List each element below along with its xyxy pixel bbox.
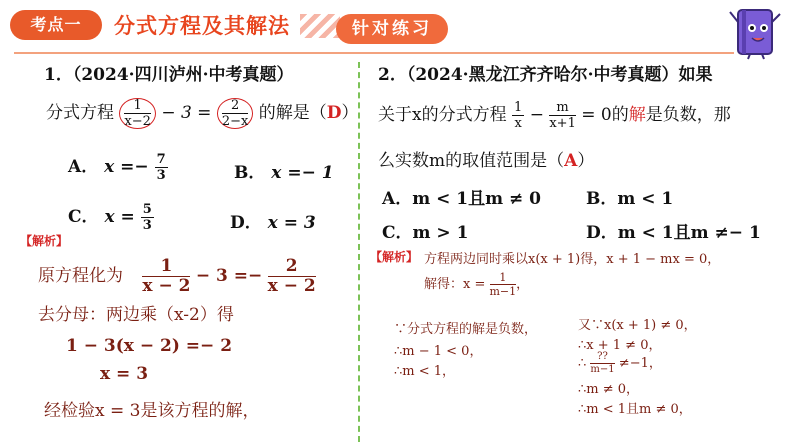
q2-left-line3: ∴m < 1， (394, 364, 456, 379)
q1-step1 (38, 258, 316, 295)
q1-option-c-den: 3 (142, 218, 152, 233)
q1-frac1 (119, 98, 156, 129)
q2-line3-text: 么实数m的取值范围是（ (378, 151, 565, 171)
q2-r3-suffix: ≠−1， (618, 356, 662, 371)
q2-frac-b-den: x+1 (549, 116, 576, 131)
q1-stem-suffix: 的解是（ (258, 103, 327, 123)
q2-r3-den: m−1 (590, 364, 615, 375)
q2-minus: − (529, 105, 544, 125)
q2-a2-den: m−1 (489, 285, 517, 298)
decorative-stripe (300, 14, 340, 38)
q2-analysis-line1: 方程两边同时乘以x(x + 1)得，x + 1 − mx = 0， (424, 252, 721, 267)
q1-step1-text: 原方程化为 (38, 266, 123, 286)
q1-step4: x = 3 (100, 364, 149, 384)
q1-option-a-frac (155, 153, 168, 182)
q2-r3-prefix: ∴ (578, 356, 587, 371)
q2-right-line1: 又∵x(x + 1) ≠ 0， (578, 318, 697, 333)
q2-frac-a-den: x (514, 116, 522, 131)
q2-option-c: C．m > 1 (382, 223, 469, 243)
q2-line2-prefix: 关于x的分式方程 (378, 105, 507, 125)
q1-option-b-label: B． (234, 163, 266, 183)
q2-analysis-line2 (424, 272, 529, 297)
q1-frac1-den: x−2 (124, 114, 151, 129)
q1-analysis-label: 【解析】 (20, 234, 69, 248)
q1-option-a-label: A． (68, 157, 99, 177)
q1-option-c-num: 5 (142, 202, 152, 217)
q1-option-c-frac (141, 203, 154, 232)
q1-step3: 1 − 3(x − 2) =− 2 (66, 336, 233, 356)
q2-line2 (378, 100, 731, 130)
q1-stem-end: ） (341, 103, 359, 123)
q1-option-b (234, 158, 334, 183)
q1-frac2 (217, 98, 254, 129)
q2-right-line2: ∴x + 1 ≠ 0， (578, 338, 662, 353)
q1-option-a (68, 152, 168, 182)
header-divider (14, 52, 734, 54)
q2-line3-end: ） (577, 151, 595, 171)
q1-option-b-math: x =− 1 (271, 163, 334, 183)
q1-source: （2024·四川泸州·中考真题） (72, 65, 294, 85)
q1-step1-num2: 2 (268, 258, 316, 277)
q2-analysis-label: 【解析】 (370, 250, 419, 264)
q1-option-d-label: D． (230, 213, 262, 233)
q2-option-a: A．m < 1且m ≠ 0 (382, 189, 541, 209)
q1-step1-frac2 (268, 258, 316, 295)
q1-step1-den1: x − 2 (142, 276, 191, 296)
q2-source: （2024·黑龙江齐齐哈尔·中考真题）如果 (406, 65, 713, 85)
q2-a2-suffix: ， (516, 277, 530, 292)
q2-right-line4: ∴m ≠ 0， (578, 382, 640, 397)
q1-option-a-math: x =− (104, 157, 149, 177)
q2-eq0: = 0的 (581, 105, 629, 125)
q2-left-line2: ∴m − 1 < 0， (394, 344, 483, 359)
q1-frac2-den: 2−x (221, 114, 249, 129)
q1-option-d-math: x = 3 (267, 213, 316, 233)
q2-frac-a-num: 1 (514, 100, 523, 115)
q1-option-d (230, 208, 316, 233)
page-title: 分式方程及其解法 (114, 14, 290, 38)
q2-frac-b-num: m (549, 101, 576, 116)
q2-option-d: D．m < 1且m ≠− 1 (586, 223, 761, 243)
q1-step1-den2: x − 2 (267, 276, 316, 296)
q1-option-c (68, 202, 154, 232)
q2-right-line5: ∴m < 1且m ≠ 0， (578, 402, 692, 417)
q1-option-a-den: 3 (156, 168, 166, 183)
q2-line3 (378, 146, 594, 171)
q1-step5: 经检验x = 3是该方程的解， (44, 401, 260, 421)
q1-header (44, 60, 294, 85)
q1-frac2-num: 2 (222, 99, 249, 114)
q2-a2-prefix: 解得：x = (424, 277, 486, 292)
q1-number: 1． (44, 65, 73, 85)
book-mascot-icon (728, 2, 784, 60)
q1-step1-num1: 1 (142, 258, 190, 277)
q1-minus3: − 3 = (161, 103, 212, 123)
q2-frac-b (549, 101, 576, 130)
q2-a2-frac (490, 272, 517, 297)
topic-tag: 考点一 (10, 10, 102, 40)
q2-a2-num: 1 (490, 272, 517, 285)
q2-frac-a (512, 101, 524, 130)
q2-left-line1: ∵分式方程的解是负数， (394, 322, 538, 337)
q1-step1-mid: − 3 =− (195, 266, 263, 286)
practice-badge: 针对练习 (336, 14, 448, 44)
q1-frac1-num: 1 (124, 99, 151, 114)
q1-step2: 去分母：两边乘（x-2）得 (38, 305, 234, 325)
q1-option-a-num: 7 (156, 152, 166, 167)
q2-number: 2． (378, 65, 407, 85)
q1-option-c-math: x = (104, 207, 135, 227)
q2-line2-suffix: 是负数，那 (645, 105, 731, 125)
q2-r3-frac (590, 352, 614, 375)
q2-jie: 解 (628, 105, 646, 125)
q2-answer: A (564, 151, 578, 171)
q2-r3-num: ?? (590, 352, 614, 364)
q2-option-b: B．m < 1 (586, 189, 674, 209)
q1-answer: D (326, 103, 342, 123)
q2-right-line3 (578, 352, 662, 375)
q1-stem-prefix: 分式方程 (46, 103, 114, 123)
q1-stem (46, 98, 359, 129)
q2-header (378, 60, 713, 85)
q1-option-c-label: C． (68, 207, 99, 227)
q1-step1-frac1 (142, 258, 190, 295)
